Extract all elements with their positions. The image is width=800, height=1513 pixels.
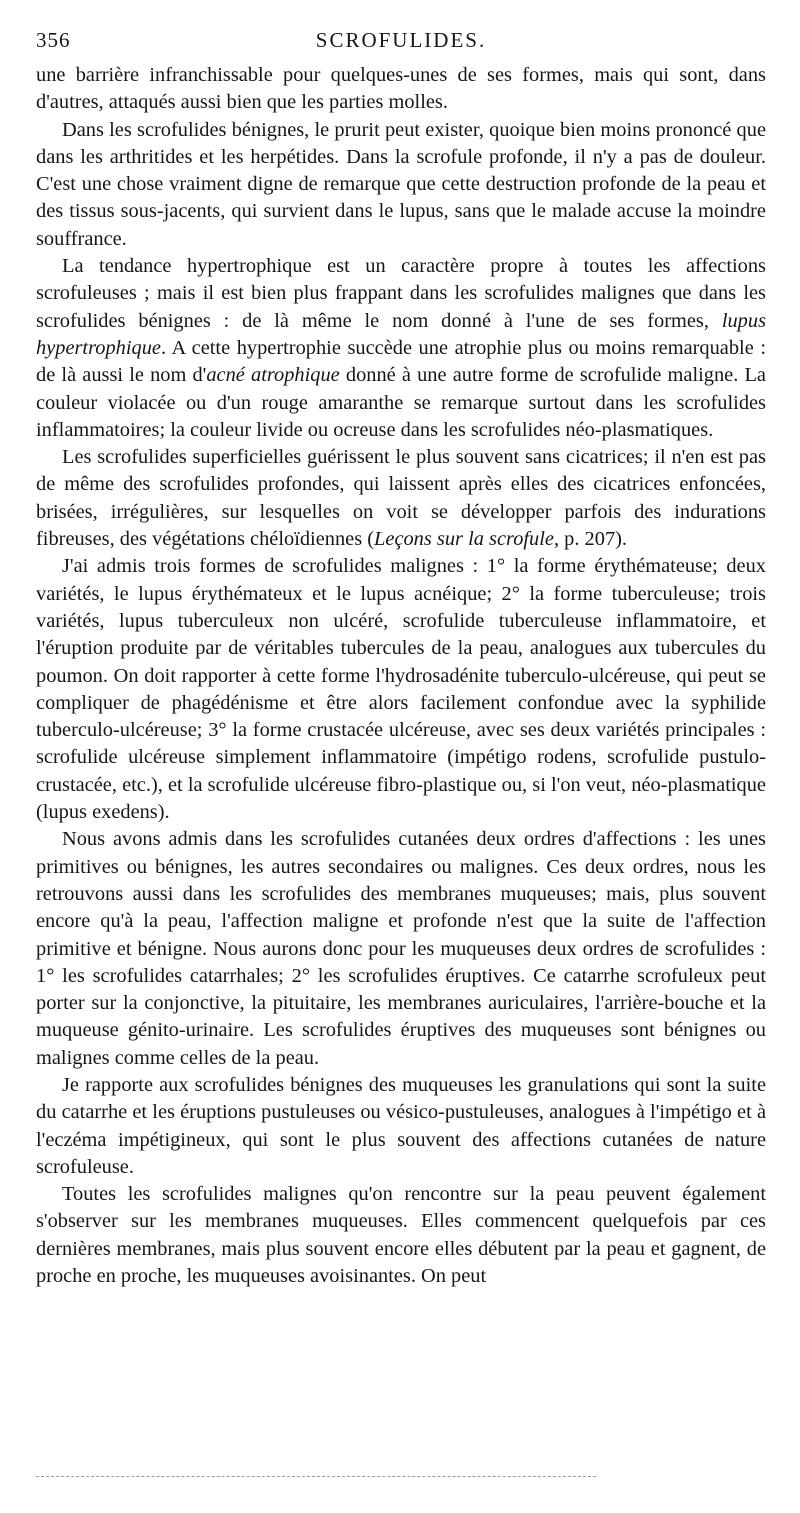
paragraph (36, 444, 766, 553)
running-title: SCROFULIDES. (315, 28, 487, 52)
text-segment: Je rapporte aux scrofulides bénignes des muqueuses les granulations qui sont la suite du catarrhe et les éruptions pustuleuses ou vésico-pustuleuses, analogues à l'impétigo et à l'eczéma impétigineux, qui sont le plus souvent des affections cutanées de nature scrofuleuse. (36, 1073, 766, 1178)
paragraph (36, 62, 766, 117)
paragraph (36, 117, 766, 253)
text-segment: Toutes les scrofulides malignes qu'on rencontre sur la peau peuvent également s'observer sur les membranes muqueuses. Elles commencent quelquefois par ces dernières membranes, mais plus souvent encore elles débutent par la peau et gagnent, de proche en proche, les muqueuses avoisinantes. On peut (36, 1183, 766, 1288)
paragraph (36, 253, 766, 444)
paragraph (36, 553, 766, 826)
page-header (36, 28, 766, 62)
body-text (36, 62, 766, 1290)
italic-text: acné atrophique (206, 364, 340, 387)
book-page (36, 28, 766, 1290)
text-segment: La tendance hypertrophique est un caractère propre à toutes les affections scrofuleuses ; mais il est bien plus frappant dans les scrofulides malignes que dans les scrofulides bénignes : de là même le nom donné à l'une de ses formes, (36, 255, 766, 332)
paragraph (36, 1072, 766, 1181)
text-segment: Dans les scrofulides bénignes, le prurit peut exister, quoique bien moins prononcé que dans les arthritides et les herpétides. Dans la scrofule profonde, il n'y a pas de douleur. C'est une chose vraiment digne de remarque que cette destruction profonde de la peau et des tissus sous-jacents, qui survient dans le lupus, sans que le malade accuse la moindre souffrance. (36, 118, 766, 250)
italic-text: lupus hypertrophique (36, 309, 766, 359)
text-segment: donné à une autre forme de scrofulide maligne. La couleur violacée ou d'un rouge amaranthe se remarque surtout dans les scrofulides inflammatoires; la couleur livide ou ocreuse dans les scrofulides néo-plasmatiques. (36, 364, 766, 441)
paragraph (36, 1181, 766, 1290)
text-segment: , p. 207). (553, 528, 628, 551)
paragraph (36, 826, 766, 1072)
italic-text: Leçons sur la scrofule (374, 528, 554, 551)
footer-rule (36, 1476, 596, 1477)
text-segment: une barrière infranchissable pour quelques-unes de ses formes, mais qui sont, dans d'autres, attaqués aussi bien que les parties molles. (36, 64, 766, 114)
text-segment: Les scrofulides superficielles guérissent le plus souvent sans cicatrices; il n'en est pas de même des scrofulides profondes, qui laissent après elles des cicatrices enfoncées, brisées, irrégulières, sur lesquelles on voit se développer parfois des indurations fibreuses, des végétations chéloïdiennes ( (36, 446, 766, 551)
page-number: 356 (36, 28, 71, 52)
text-segment: J'ai admis trois formes de scrofulides malignes : 1° la forme érythémateuse; deux variétés, le lupus érythémateux et le lupus acnéique; 2° la forme tuberculeuse; trois variétés, lupus tuberculeux non ulcéré, scrofulide tuberculeuse inflammatoire, et l'éruption produite par de véritables tubercules de la peau, analogues aux tubercules du poumon. On doit rapporter à cette forme l'hydrosadénite tuberculo-ulcéreuse, qui peut se compliquer de phagédénisme et être alors facilement confondue avec la syphilide tuberculo-ulcéreuse; 3° la forme crustacée ulcéreuse, avec ses deux variétés principales : scrofulide ulcéreuse simplement inflammatoire (impétigo rodens, scrofulide pustulo-crustacée, etc.), et la scrofulide ulcéreuse fibro-plastique ou, si l'on veut, néo-plasmatique (lupus exedens). (36, 555, 766, 824)
text-segment: Nous avons admis dans les scrofulides cutanées deux ordres d'affections : les unes primitives ou bénignes, les autres secondaires ou malignes. Ces deux ordres, nous les retrouvons aussi dans les scrofulides des membranes muqueuses; mais, plus souvent encore qu'à la peau, l'affection maligne et profonde n'est que la suite de l'affection primitive et bénigne. Nous aurons donc pour les muqueuses deux ordres de scrofulides : 1° les scrofulides catarrhales; 2° les scrofulides éruptives. Ce catarrhe scrofuleux peut porter sur la conjonctive, la pituitaire, les membranes auriculaires, l'arrière-bouche et la muqueuse génito-urinaire. Les scrofulides éruptives des muqueuses sont bénignes ou malignes comme celles de la peau. (36, 828, 766, 1069)
text-segment: . A cette hypertrophie succède une atrophie plus ou moins remarquable : de là aussi le nom d' (36, 336, 766, 387)
